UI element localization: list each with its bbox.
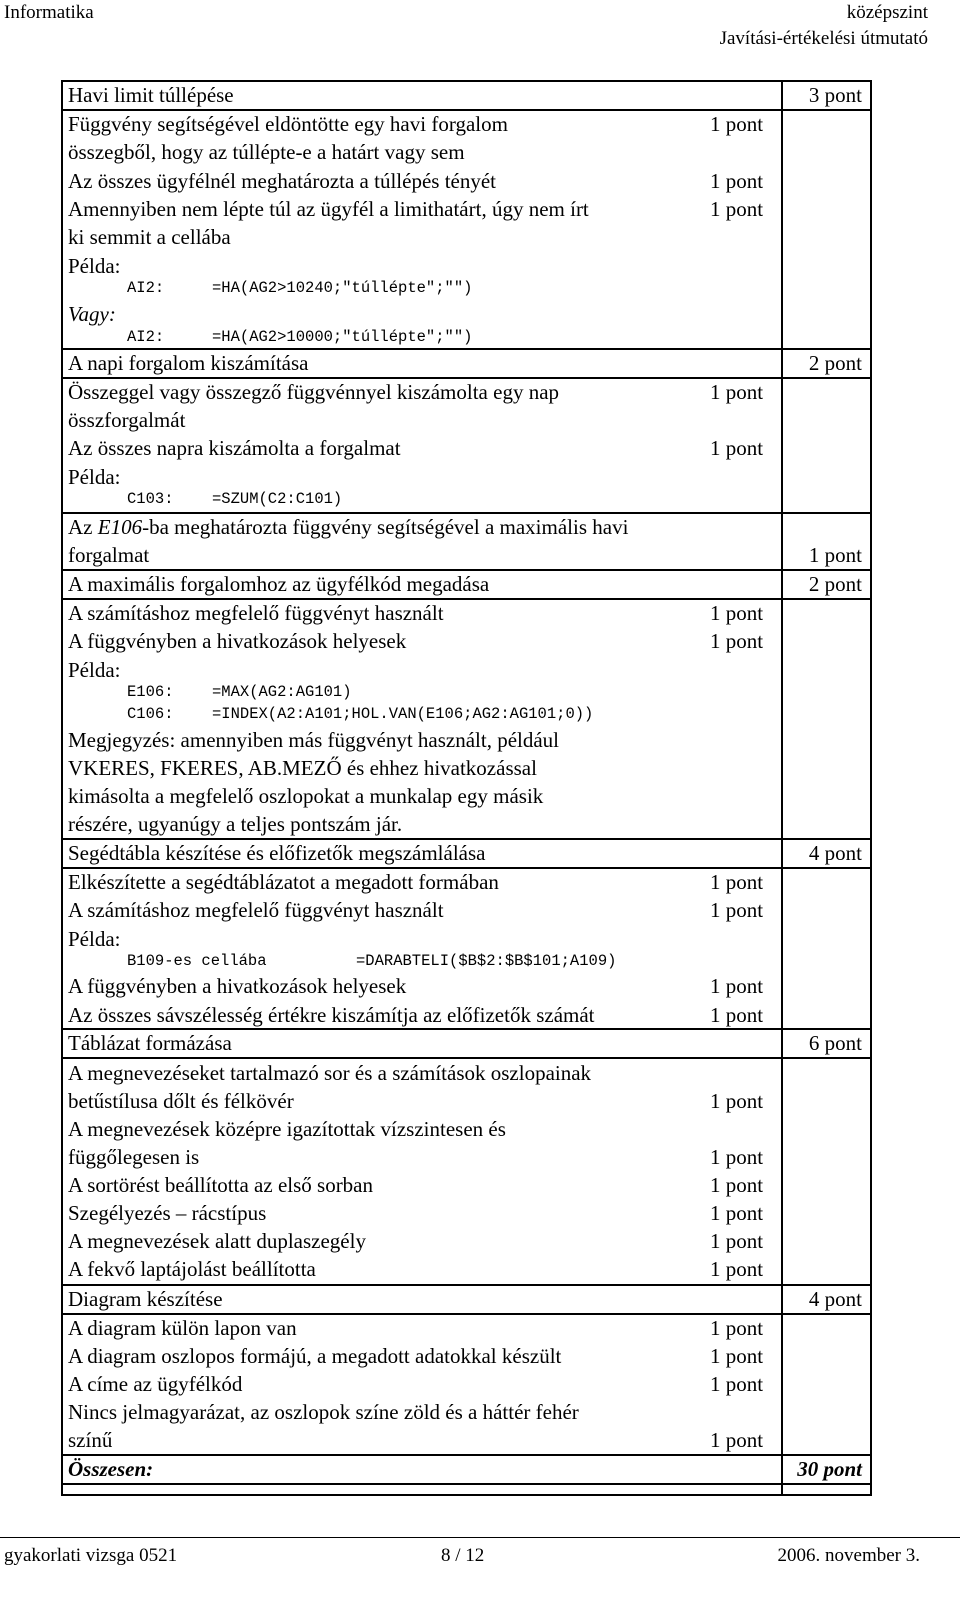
section-title-max: Az E106-ba meghatározta függvény segítségével a maximális havi [68, 515, 629, 539]
criterion-text: A fekvő laptájolást beállította [68, 1257, 316, 1281]
criterion-text: színű [68, 1428, 113, 1452]
section-title-helper-table: Segédtábla készítése és előfizetők megszámlálása [68, 841, 486, 865]
criterion-score: 1 pont [710, 1428, 764, 1452]
example-formula: =HA(AG2>10240;"túllépte";"") [212, 279, 473, 297]
header-level: középszint [846, 2, 928, 23]
criterion-text: A függvényben a hivatkozások helyesek [68, 629, 407, 653]
section-title-formatting: Táblázat formázása [68, 1031, 232, 1055]
criterion-score: 1 pont [710, 974, 764, 998]
example-formula: =HA(AG2>10000;"túllépte";"") [212, 328, 473, 346]
criterion-text: A megnevezéseket tartalmazó sor és a számítások oszlopainak [68, 1061, 592, 1085]
section-points-daily: 2 pont [808, 351, 862, 375]
criterion-score: 1 pont [710, 380, 764, 404]
section-points-helper-table: 4 pont [808, 841, 862, 865]
criterion-text: összforgalmát [68, 408, 186, 432]
criterion-score: 1 pont [710, 629, 764, 653]
example-label: Példa: [68, 465, 121, 489]
criterion-score: 1 pont [710, 1145, 764, 1169]
section-points-chart: 4 pont [808, 1287, 862, 1311]
note-text: kimásolta a megfelelő oszlopokat a munkalap egy másik [68, 784, 544, 808]
example-cell: AI2: [127, 328, 165, 346]
example-cell: AI2: [127, 279, 165, 297]
or-label: Vagy: [68, 302, 116, 326]
footer-exam: gyakorlati vizsga 0521 [4, 1545, 178, 1566]
criterion-score: 1 pont [710, 1089, 764, 1113]
header-subject: Informatika [4, 2, 94, 23]
example-label: Példa: [68, 927, 121, 951]
criterion-text: A függvényben a hivatkozások helyesek [68, 974, 407, 998]
criterion-text: Összeggel vagy összegző függvénnyel kiszámolta egy nap [68, 380, 560, 404]
criterion-score: 1 pont [710, 197, 764, 221]
criterion-text: betűstílusa dőlt és félkövér [68, 1089, 294, 1113]
example-cell: B109-es cellába [127, 952, 267, 970]
criterion-score: 1 pont [710, 1372, 764, 1396]
example-formula: =DARABTELI($B$2:$B$101;A109) [356, 952, 617, 970]
section-points-max: 1 pont [808, 543, 862, 567]
example-label: Példa: [68, 254, 121, 278]
criterion-score: 1 pont [710, 1173, 764, 1197]
criterion-text: Az összes napra kiszámolta a forgalmat [68, 436, 401, 460]
criterion-text: A diagram oszlopos formájú, a megadott adatokkal készült [68, 1344, 562, 1368]
criterion-text: Az összes sávszélesség értékre kiszámítja az előfizetők számát [68, 1003, 595, 1027]
example-formula: =MAX(AG2:AG101) [212, 683, 352, 701]
footer-page: 8 / 12 [441, 1545, 485, 1566]
footer-date: 2006. november 3. [777, 1545, 920, 1566]
criterion-score: 1 pont [710, 1316, 764, 1340]
criterion-score: 1 pont [710, 898, 764, 922]
criterion-text: Szegélyezés – rácstípus [68, 1201, 267, 1225]
criterion-text: A számításhoz megfelelő függvényt használt [68, 898, 444, 922]
criterion-score: 1 pont [710, 870, 764, 894]
criterion-score: 1 pont [710, 1201, 764, 1225]
criterion-text: Az összes ügyfélnél meghatározta a túllépés tényét [68, 169, 496, 193]
criterion-text: A számításhoz megfelelő függvényt használt [68, 601, 444, 625]
example-cell: C103: [127, 490, 174, 508]
criterion-score: 1 pont [710, 169, 764, 193]
criterion-score: 1 pont [710, 1257, 764, 1281]
section-points-formatting: 6 pont [808, 1031, 862, 1055]
note-text: Megjegyzés: amennyiben más függvényt használt, például [68, 728, 560, 752]
criterion-score: 1 pont [710, 1229, 764, 1253]
criterion-text: Nincs jelmagyarázat, az oszlopok színe zöld és a háttér fehér [68, 1400, 579, 1424]
example-cell: C106: [127, 705, 174, 723]
criterion-score: 1 pont [710, 1344, 764, 1368]
criterion-score: 1 pont [710, 601, 764, 625]
criterion-text: összegből, hogy az túllépte-e a határt vagy sem [68, 140, 465, 164]
section-title-max-line2: forgalmat [68, 543, 150, 567]
example-formula: =SZUM(C2:C101) [212, 490, 343, 508]
criterion-text: A címe az ügyfélkód [68, 1372, 243, 1396]
criterion-text: függőlegesen is [68, 1145, 200, 1169]
criterion-text: A diagram külön lapon van [68, 1316, 297, 1340]
section-title-limit: Havi limit túllépése [68, 83, 234, 107]
header-doc-title: Javítási-értékelési útmutató [719, 28, 928, 49]
section-points-limit: 3 pont [808, 83, 862, 107]
example-label: Példa: [68, 658, 121, 682]
total-label: Összesen: [68, 1457, 154, 1481]
footer-rule [0, 1537, 960, 1538]
total-points: 30 pont [797, 1457, 862, 1481]
example-cell: E106: [127, 683, 174, 701]
criterion-text: ki semmit a cellába [68, 225, 231, 249]
criterion-text: Amennyiben nem lépte túl az ügyfél a limithatárt, úgy nem írt [68, 197, 589, 221]
criterion-score: 1 pont [710, 436, 764, 460]
criterion-score: 1 pont [710, 1003, 764, 1027]
example-formula: =INDEX(A2:A101;HOL.VAN(E106;AG2:AG101;0)) [212, 705, 594, 723]
note-text: részére, ugyanúgy a teljes pontszám jár. [68, 812, 403, 836]
criterion-text: Elkészítette a segédtáblázatot a megadott formában [68, 870, 499, 894]
section-points-client-code: 2 pont [808, 572, 862, 596]
criterion-score: 1 pont [710, 112, 764, 136]
criterion-text: A megnevezések alatt duplaszegély [68, 1229, 366, 1253]
section-title-daily: A napi forgalom kiszámítása [68, 351, 309, 375]
criterion-text: A megnevezések középre igazítottak vízszintesen és [68, 1117, 506, 1141]
section-title-chart: Diagram készítése [68, 1287, 223, 1311]
criterion-text: A sortörést beállította az első sorban [68, 1173, 374, 1197]
section-title-client-code: A maximális forgalomhoz az ügyfélkód megadása [68, 572, 490, 596]
criterion-text: Függvény segítségével eldöntötte egy havi forgalom [68, 112, 508, 136]
note-text: VKERES, FKERES, AB.MEZŐ és ehhez hivatkozással [68, 756, 537, 780]
